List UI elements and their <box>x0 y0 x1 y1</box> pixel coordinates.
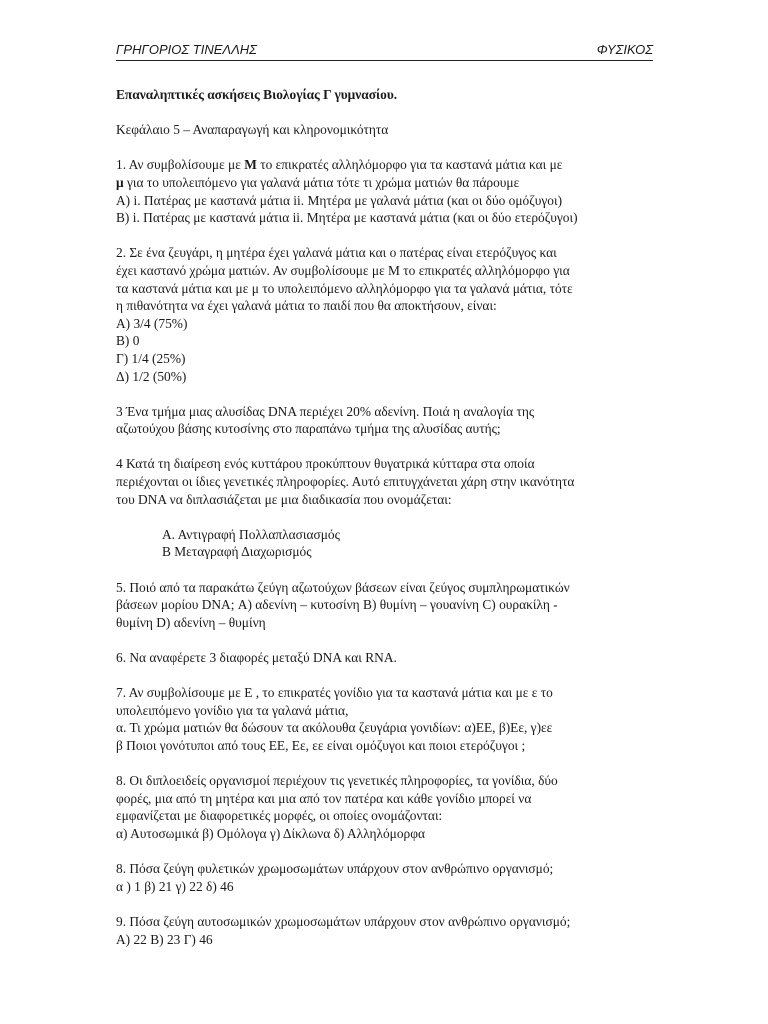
question-line: Α) i. Πατέρας με καστανά μάτια ii. Μητέρα με γαλανά μάτια (και οι δύο ομόζυγοι) <box>116 192 563 208</box>
question-line: Β) i. Πατέρας με καστανά μάτια ii. Μητέρα με καστανά μάτια (και οι δύο ετερόζυγοι) <box>116 210 578 226</box>
question-line: η πιθανότητα να έχει γαλανά μάτια το παιδί που θα αποκτήσουν, είναι: <box>116 298 497 314</box>
question-line: α ) 1 β) 21 γ) 22 δ) 46 <box>116 878 234 894</box>
question-line: εμφανίζεται με διαφορετικές μορφές, οι οποίες ονομάζονται: <box>116 808 443 824</box>
question-line: 4 Κατά τη διαίρεση ενός κυττάρου προκύπτουν θυγατρικά κύτταρα στα οποία <box>116 456 535 472</box>
answer-option: Α) 3/4 (75%) <box>116 315 188 331</box>
chapter-heading: Κεφάλαιο 5 – Αναπαραγωγή και κληρονομικότητα <box>116 122 389 138</box>
question-line: 7. Αν συμβολίσουμε με Ε , το επικρατές γονίδιο για τα καστανά μάτια και με ε το <box>116 685 553 701</box>
question-line: βάσεων μορίου DNA; Α) αδενίνη – κυτοσίνη Β) θυμίνη – γουανίνη C) ουρακίλη - <box>116 597 558 613</box>
text-span: για το υπολειπόμενο για γαλανά μάτια τότε τι χρώμα ματιών θα πάρουμε <box>123 174 520 190</box>
header-subject: ΦΥΣΙΚΟΣ <box>596 42 653 57</box>
question-8b <box>116 860 661 895</box>
bold-symbol: Μ <box>244 157 257 173</box>
question-line <box>116 156 661 174</box>
question-line: 5. Ποιό από τα παρακάτω ζεύγη αζωτούχων βάσεων είναι ζεύγος συμπληρωματικών <box>116 579 570 595</box>
question-line: έχει καστανό χρώμα ματιών. Αν συμβολίσουμε με Μ το επικρατές αλληλόμορφο για <box>116 262 570 278</box>
question-line: θυμίνη D) αδενίνη – θυμίνη <box>116 614 266 630</box>
header-author: ΓΡΗΓΟΡΙΟΣ ΤΙΝΕΛΛΗΣ <box>116 42 257 57</box>
question-line: 2. Σε ένα ζευγάρι, η μητέρα έχει γαλανά μάτια και ο πατέρας είναι ετερόζυγος και <box>116 245 557 261</box>
question-line: αζωτούχου βάσης κυτοσίνης στο παραπάνω τμήμα της αλυσίδας αυτής; <box>116 421 501 437</box>
question-5 <box>116 579 661 632</box>
answer-option: Β Μεταγραφή Διαχωρισμός <box>162 544 312 560</box>
question-9 <box>116 913 661 948</box>
question-line: 8. Οι διπλοειδείς οργανισμοί περιέχουν τις γενετικές πληροφορίες, τα γονίδια, δύο <box>116 773 558 789</box>
question-2 <box>116 244 661 385</box>
document-body <box>116 86 661 948</box>
question-line: τα καστανά μάτια και με μ το υπολειπόμενο αλληλόμορφο για τα γαλανά μάτια, τότε <box>116 280 573 296</box>
question-line: 9. Πόσα ζεύγη αυτοσωμικών χρωμοσωμάτων υπάρχουν στον ανθρώπινο οργανισμό; <box>116 913 571 929</box>
question-7 <box>116 684 661 754</box>
question-line: Α) 22 Β) 23 Γ) 46 <box>116 931 213 947</box>
text-span: 1. Αν συμβολίσουμε με <box>116 157 245 173</box>
question-line: περιέχονται οι ίδιες γενετικές πληροφορίες. Αυτό επιτυγχάνεται χάρη στην ικανότητα <box>116 474 575 490</box>
question-line: 6. Να αναφέρετε 3 διαφορές μεταξύ DNA και RNA. <box>116 650 397 665</box>
page-header <box>116 40 653 61</box>
question-1 <box>116 156 661 226</box>
answer-option: Γ) 1/4 (25%) <box>116 350 186 366</box>
question-line: 3 Ένα τμήμα μιας αλυσίδας DNA περιέχει 20% αδενίνη. Ποιά η αναλογία της <box>116 403 535 419</box>
answer-option: Β) 0 <box>116 333 140 349</box>
question-line: α. Τι χρώμα ματιών θα δώσουν τα ακόλουθα ζευγάρια γονιδίων: α)ΕΕ, β)Εε, γ)εε <box>116 720 553 736</box>
question-line: α) Αυτοσωμικά β) Ομόλογα γ) Δίκλωνα δ) Αλληλόμορφα <box>116 825 425 841</box>
text-span: το επικρατές αλληλόμορφο για τα καστανά μάτια και με <box>256 157 563 173</box>
question-line: του DNA να διπλασιάζεται με μια διαδικασία που ονομάζεται: <box>116 491 452 507</box>
question-line <box>116 174 661 192</box>
question-line: φορές, μια από τη μητέρα και μια από τον πατέρα και κάθε γονίδιο μπορεί να <box>116 790 532 806</box>
question-8 <box>116 772 661 842</box>
question-line: υπολειπόμενο γονίδιο για τα γαλανά μάτια, <box>116 702 349 718</box>
question-line: 8. Πόσα ζεύγη φυλετικών χρωμοσωμάτων υπάρχουν στον ανθρώπινο οργανισμό; <box>116 861 554 877</box>
question-line: β Ποιοι γονότυποι από τους ΕΕ, Εε, εε είναι ομόζυγοι και ποιοι ετερόζυγοι ; <box>116 737 526 753</box>
bold-symbol: μ <box>116 174 124 190</box>
question-3 <box>116 403 661 438</box>
question-4 <box>116 455 661 561</box>
answer-option: Δ) 1/2 (50%) <box>116 368 187 384</box>
question-6 <box>116 649 661 667</box>
answer-option: Α. Αντιγραφή Πολλαπλασιασμός <box>162 526 340 542</box>
document-title: Επαναληπτικές ασκήσεις Βιολογίας Γ γυμνασίου. <box>116 87 398 102</box>
